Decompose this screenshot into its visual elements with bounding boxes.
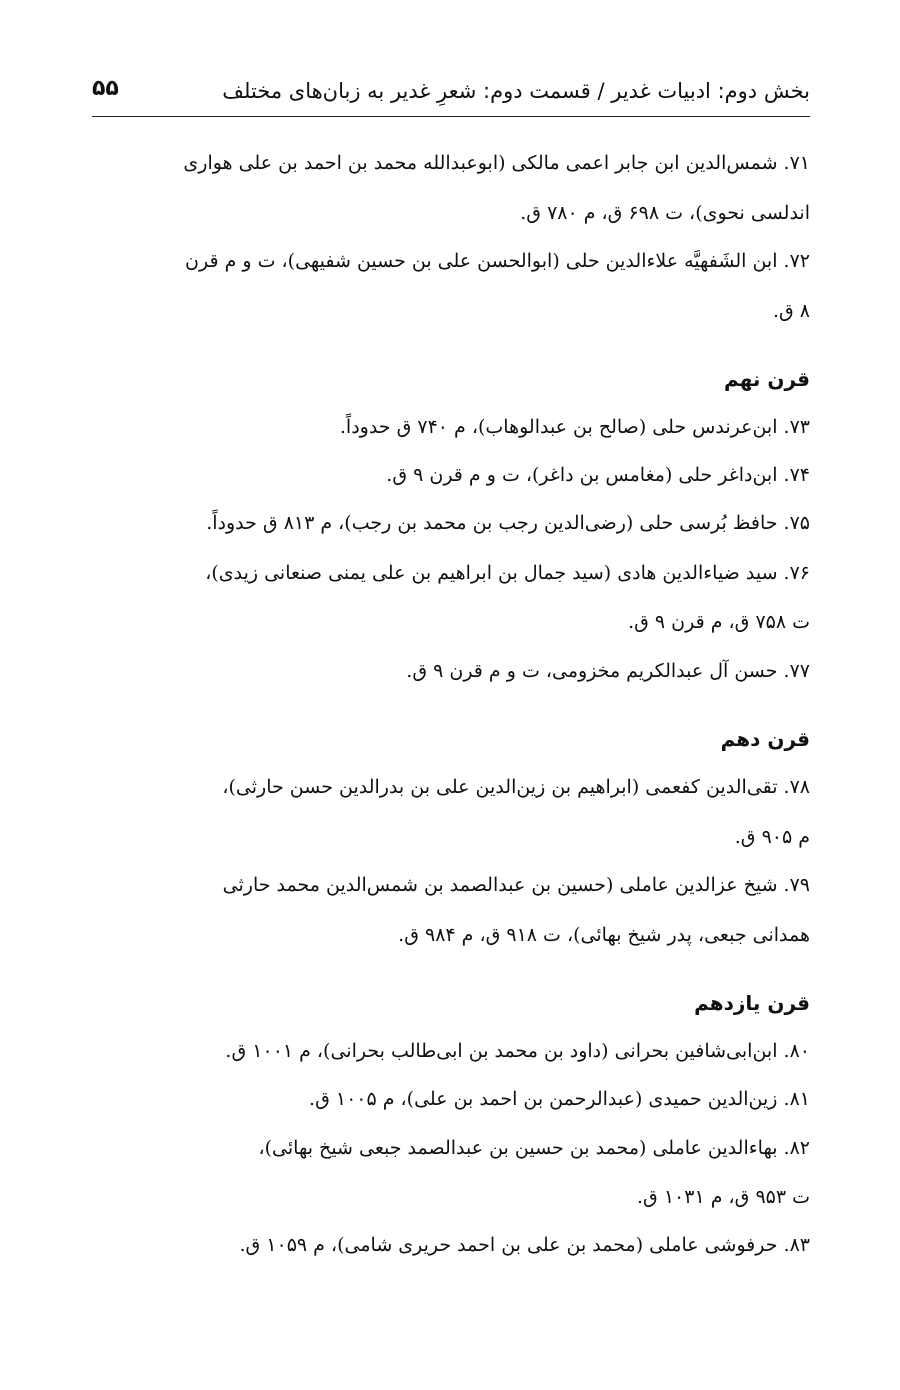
page-number: ۵۵ [92,76,119,101]
entry-83: ۸۳. حرفوشی عاملی (محمد بن علی بن احمد حریری شامی)، م ۱۰۵۹ ق. [239,1234,810,1256]
entry-76-line-1: ۷۶. سید ضیاءالدین هادی (سید جمال بن ابراهیم بن علی یمنی صنعانی زیدی)، [205,562,810,584]
section-heading-11th-century: قرن یازدهم [694,991,810,1015]
section-heading-10th-century: قرن دهم [720,727,810,751]
entry-77: ۷۷. حسن آل عبدالکریم مخزومی، ت و م قرن ۹ ق. [406,660,810,682]
entry-78-line-1: ۷۸. تقی‌الدین کفعمی (ابراهیم بن زین‌الدین علی بن بدرالدین حسن حارثی)، [222,776,810,798]
entry-72-line-1: ۷۲. ابن الشَفهیَّه علاءالدین حلی (ابوالحسن علی بن حسین شفیهی)، ت و م قرن [185,250,810,272]
entry-71-line-2: اندلسی نحوی)، ت ۶۹۸ ق، م ۷۸۰ ق. [520,202,810,224]
entry-71-line-1: ۷۱. شمس‌الدین ابن جابر اعمی مالکی (ابوعبدالله محمد بن احمد بن علی هواری [183,152,810,174]
running-title: بخش دوم: ادبیات غدیر / قسمت دوم: شعرِ غدیر به زبان‌های مختلف [222,79,810,103]
entry-82-line-2: ت ۹۵۳ ق، م ۱۰۳۱ ق. [637,1186,810,1208]
entry-79-line-2: همدانی جبعی، پدر شیخ بهائی)، ت ۹۱۸ ق، م ۹۸۴ ق. [398,924,810,946]
entry-81: ۸۱. زین‌الدین حمیدی (عبدالرحمن بن احمد بن علی)، م ۱۰۰۵ ق. [309,1088,810,1110]
entry-80: ۸۰. ابن‌ابی‌شافین بحرانی (داود بن محمد بن ابی‌طالب بحرانی)، م ۱۰۰۱ ق. [225,1040,810,1062]
section-heading-9th-century: قرن نهم [724,367,810,391]
entry-72-line-2: ۸ ق. [772,300,810,322]
entry-82-line-1: ۸۲. بهاءالدین عاملی (محمد بن حسین بن عبدالصمد جبعی شیخ بهائی)، [258,1137,810,1159]
page-header [92,72,810,112]
entry-74: ۷۴. ابن‌داغر حلی (مغامس بن داغر)، ت و م قرن ۹ ق. [386,464,810,486]
entry-78-line-2: م ۹۰۵ ق. [734,826,810,848]
entry-75: ۷۵. حافظ بُرسی حلی (رضی‌الدین رجب بن محمد بن رجب)، م ۸۱۳ ق حدوداً. [206,512,810,534]
entry-79-line-1: ۷۹. شیخ عزالدین عاملی (حسین بن عبدالصمد بن شمس‌الدین محمد حارثی [222,874,810,896]
header-divider [92,116,810,117]
entry-76-line-2: ت ۷۵۸ ق، م قرن ۹ ق. [628,611,810,633]
entry-73: ۷۳. ابن‌عرندس حلی (صالح بن عبدالوهاب)، م ۷۴۰ ق حدوداً. [339,416,810,438]
